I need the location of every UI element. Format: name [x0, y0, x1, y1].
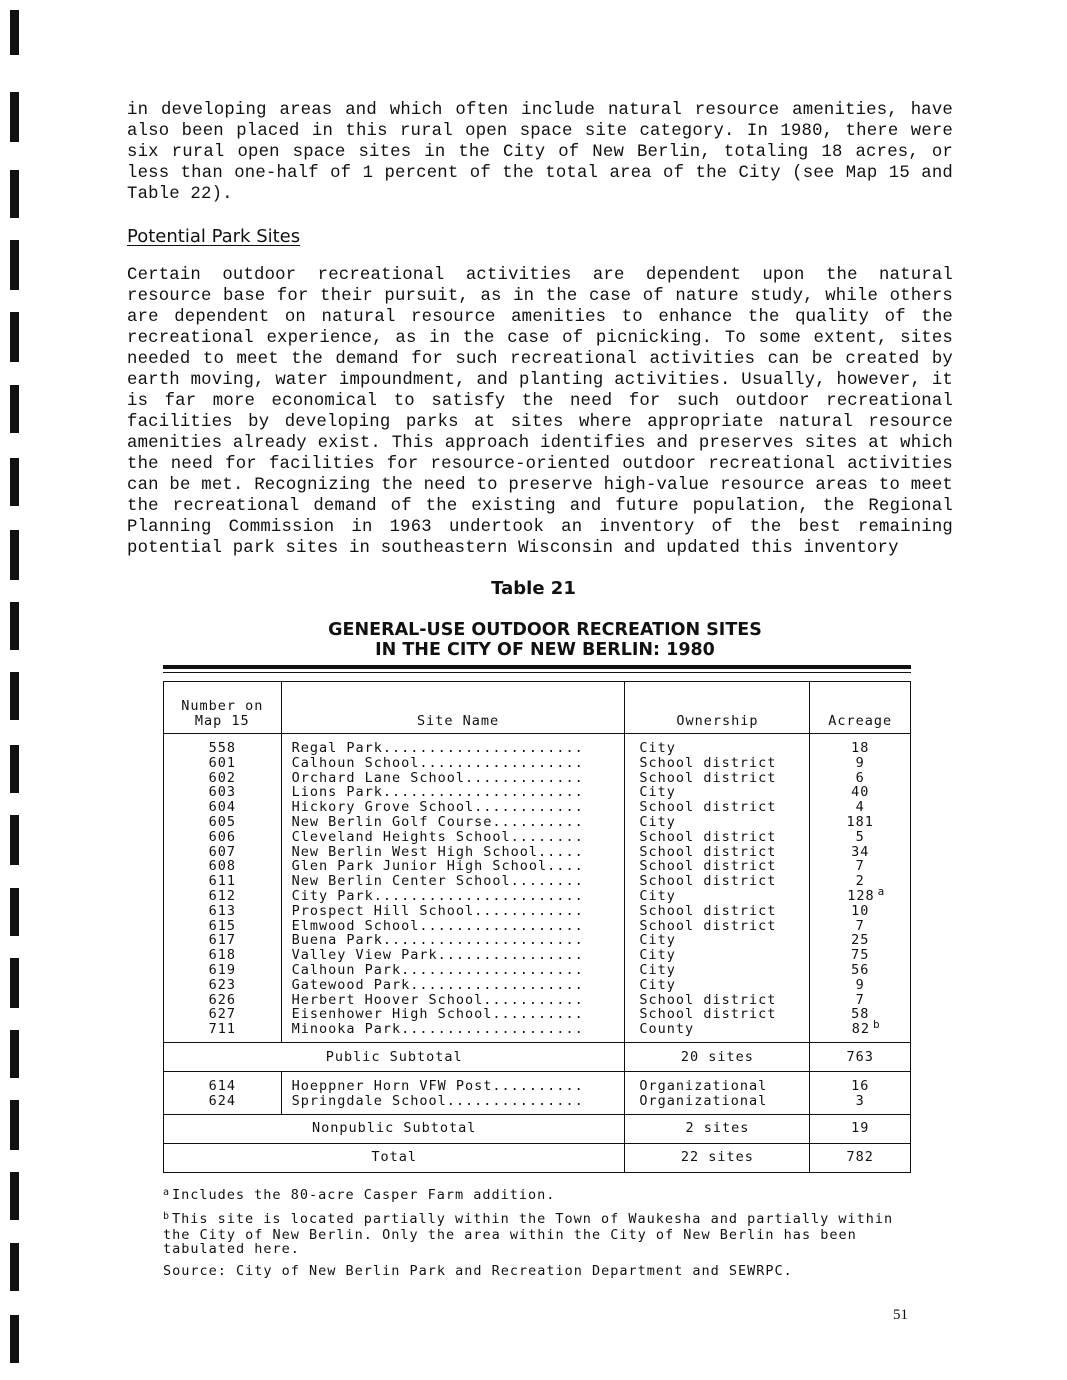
table-cell-owner: School district: [639, 1006, 777, 1023]
table-cell-acres: 9: [855, 754, 865, 771]
ownership-column: [625, 734, 810, 1043]
col-header-number-line: Map 15: [194, 713, 250, 730]
table-cell-owner: City: [639, 740, 676, 756]
edge-mark: [10, 92, 19, 142]
table-cell-num: 605: [208, 813, 236, 830]
col-header-ownership: Ownership: [625, 682, 810, 734]
footnote-marker: a: [163, 1187, 171, 1198]
col-header-number: [164, 682, 282, 734]
table-cell-owner: City: [639, 947, 676, 964]
table-cell-num: 608: [208, 858, 236, 875]
site-column: [281, 734, 625, 1043]
table-cell-num: 623: [208, 976, 236, 993]
page-number: 51: [893, 1307, 908, 1323]
table-cell-site: Lions Park......................: [291, 784, 584, 801]
table-cell-acres: 75: [851, 947, 870, 964]
public-subtotal-row: [164, 1042, 911, 1071]
table-cell-acres: 34: [851, 843, 870, 860]
subtotal-acres: 19: [810, 1114, 911, 1143]
table-cell-site: New Berlin West High School.....: [291, 843, 584, 860]
table-cell-acres: 181: [846, 813, 874, 830]
table-cell-owner: School district: [639, 843, 777, 860]
edge-mark: [10, 385, 19, 433]
table-cell-owner: School district: [639, 754, 777, 771]
table-cell-site: Calhoun Park....................: [291, 961, 584, 978]
subtotal-acres: 763: [810, 1042, 911, 1071]
table-cell-acres: 2: [855, 873, 865, 890]
table-cell-acres: 18: [851, 740, 870, 756]
table-cell-num: 612: [208, 887, 236, 904]
table-cell-site: Elmwood School..................: [291, 917, 584, 934]
table-cell-owner: City: [639, 961, 676, 978]
section-heading: Potential Park Sites: [127, 226, 301, 247]
table-cell-owner: County: [639, 1021, 695, 1038]
table-cell-acres: 4: [855, 799, 865, 816]
subtotal-label: Public Subtotal: [164, 1042, 625, 1071]
table-cell-num: 618: [208, 947, 236, 964]
table-cell-num: 619: [208, 961, 236, 978]
number-column: [164, 734, 282, 1043]
table-cell-site: Minooka Park....................: [291, 1021, 584, 1038]
table-cell-site: Valley View Park................: [291, 947, 584, 964]
body-paragraph: Certain outdoor recreational activities are dependent upon the natural resource base for their pursuit, as in the case of nature study, while others are dependent on natural resource amenities to enhance the quality of the recreational experience, as in the case of picnicking. To some extent, sites needed to meet the demand for such recreational activities can be created by earth moving, water impoundment, and planting activities. Usually, however, it is far more economical to satisfy the need for such outdoor recreational facilities by developing parks at sites where appropriate natural resource amenities already exist. This approach identifies and preserves sites at which the need for facilities for resource-oriented outdoor recreational activities can be met. Recognizing the need to preserve high-value resource areas to meet the recreational demand of the existing and future population, the Regional Planning Commission in 1963 undertook an inventory of the best remaining potential park sites in southeastern Wisconsin and updated this inventory: [127, 266, 953, 558]
table-cell-site: Cleveland Heights School........: [291, 828, 584, 845]
table-cell-owner: Organizational: [639, 1077, 768, 1094]
col-header-acreage: Acreage: [810, 682, 911, 734]
table-cell-site: Hickory Grove School............: [291, 799, 584, 816]
col-header-number-line: Number on: [181, 698, 264, 715]
edge-mark: [10, 1030, 19, 1078]
table-cell-owner: Organizational: [639, 1092, 768, 1109]
table-header-row: [164, 682, 911, 734]
table-cell-num: 602: [208, 769, 236, 786]
table-title-line: IN THE CITY OF NEW BERLIN: 1980: [375, 640, 715, 660]
table-cell-site: Regal Park......................: [291, 740, 584, 756]
table-cell-acres: 16: [851, 1077, 870, 1094]
table-cell-acres: 25: [851, 932, 870, 949]
total-label: Total: [164, 1143, 625, 1172]
table-cell-num: 611: [208, 873, 236, 890]
table-title-line: GENERAL-USE OUTDOOR RECREATION SITES: [328, 620, 762, 640]
number-column: [164, 1071, 282, 1114]
table-cell-acres: 6: [855, 769, 865, 786]
table-cell-site: Glen Park Junior High School....: [291, 858, 584, 875]
table-cell-owner: School district: [639, 769, 777, 786]
table-top-rule-thin: [163, 672, 911, 673]
footnote-text: This site is located partially within the Town of Waukesha and partially within the City of New Berlin. Only the area within the City of New Berlin has been tabulated here.: [163, 1211, 894, 1257]
table-cell-owner: School district: [639, 991, 777, 1008]
source-note: Source: City of New Berlin Park and Recreation Department and SEWRPC.: [163, 1263, 793, 1279]
table-cell-acres: 7: [855, 858, 865, 875]
table-cell-site: Calhoun School..................: [291, 754, 584, 771]
edge-mark: [10, 672, 19, 720]
table-top-rule: [163, 665, 911, 669]
table-cell-owner: City: [639, 932, 676, 949]
edge-mark: [10, 888, 19, 936]
acreage-value: 128: [847, 887, 875, 904]
edge-mark: [10, 815, 19, 865]
table-cell-site: Herbert Hoover School...........: [291, 991, 584, 1008]
table-cell-acres: 3: [855, 1092, 865, 1109]
table-cell-acres: 7: [855, 991, 865, 1008]
table-cell-acres: [810, 1018, 910, 1038]
edge-mark: [10, 958, 19, 1008]
table-cell-site: New Berlin Center School........: [291, 873, 584, 890]
edge-mark: [10, 1172, 19, 1220]
edge-mark: [10, 240, 19, 290]
binding-edge-marks: [0, 0, 30, 1380]
total-sites: 22 sites: [625, 1143, 810, 1172]
footnote-a: [163, 1188, 923, 1204]
table-cell-owner: City: [639, 813, 676, 830]
edge-mark: [10, 458, 19, 506]
table-cell-owner: City: [639, 887, 676, 904]
total-row: [164, 1143, 911, 1172]
subtotal-sites: 20 sites: [625, 1042, 810, 1071]
table-cell-acres: 40: [851, 784, 870, 801]
site-column: [281, 1071, 625, 1114]
table-cell-site: Prospect Hill School............: [291, 902, 584, 919]
ownership-column: [625, 1071, 810, 1114]
footnote-text: Includes the 80-acre Casper Farm addition.: [172, 1187, 556, 1203]
table-cell-site: Springdale School...............: [291, 1092, 584, 1109]
table-cell-owner: School district: [639, 858, 777, 875]
table-cell-num: 624: [208, 1092, 236, 1109]
table-cell-num: 603: [208, 784, 236, 801]
table-cell-num: 607: [208, 843, 236, 860]
acreage-column: [810, 734, 911, 1043]
recreation-sites-table: [163, 681, 911, 1173]
total-acres: 782: [810, 1143, 911, 1172]
edge-mark: [10, 312, 19, 362]
table-cell-acres: 7: [855, 917, 865, 934]
table-cell-acres: 9: [855, 976, 865, 993]
edge-mark: [10, 1100, 19, 1150]
table-cell-acres: [810, 884, 910, 904]
table-cell-owner: School district: [639, 917, 777, 934]
table-cell-site: Orchard Lane School.............: [291, 769, 584, 786]
table-cell-num: 613: [208, 902, 236, 919]
table-cell-num: 558: [208, 740, 236, 756]
table-cell-site: Gatewood Park...................: [291, 976, 584, 993]
table-cell-acres: 56: [851, 961, 870, 978]
table-cell-num: 604: [208, 799, 236, 816]
edge-mark: [10, 170, 19, 218]
table-cell-owner: School district: [639, 902, 777, 919]
edge-mark: [10, 530, 19, 580]
nonpublic-subtotal-row: [164, 1114, 911, 1143]
footnote-marker: b: [873, 1018, 881, 1032]
footnote-marker: b: [163, 1211, 171, 1222]
table-cell-owner: School district: [639, 828, 777, 845]
table-cell-site: Buena Park......................: [291, 932, 584, 949]
edge-mark: [10, 745, 19, 793]
subtotal-label: Nonpublic Subtotal: [164, 1114, 625, 1143]
intro-paragraph: in developing areas and which often include natural resource amenities, have also been placed in this rural open space site category. In 1980, there were six rural open space sites in the City of New Berlin, totaling 18 acres, or less than one-half of 1 percent of the total area of the City (see Map 15 and Table 22).: [127, 101, 953, 204]
table-cell-owner: City: [639, 784, 676, 801]
table-cell-num: 615: [208, 917, 236, 934]
table-cell-site: City Park.......................: [291, 887, 584, 904]
table-cell-num: 626: [208, 991, 236, 1008]
table-cell-acres: 10: [851, 902, 870, 919]
table-cell-acres: 5: [855, 828, 865, 845]
public-rows: [164, 734, 911, 1043]
table-cell-owner: School district: [639, 799, 777, 816]
table-cell-owner: School district: [639, 873, 777, 890]
table-footnotes: [163, 1188, 923, 1286]
page-body: [127, 100, 953, 559]
table-cell-num: 601: [208, 754, 236, 771]
table-cell-num: 614: [208, 1077, 236, 1094]
table-cell-site: New Berlin Golf Course..........: [291, 813, 584, 830]
table-cell-owner: City: [639, 976, 676, 993]
table-cell-num: 606: [208, 828, 236, 845]
nonpublic-rows: [164, 1071, 911, 1114]
footnote-marker: a: [877, 884, 886, 898]
table-cell-acres: 58: [851, 1006, 870, 1023]
table-cell-num: 627: [208, 1006, 236, 1023]
subtotal-sites: 2 sites: [625, 1114, 810, 1143]
table-cell-site: Eisenhower High School..........: [291, 1006, 584, 1023]
col-header-site: Site Name: [281, 682, 625, 734]
edge-mark: [10, 10, 19, 55]
edge-mark: [10, 1243, 19, 1291]
acreage-value: 82: [851, 1021, 871, 1038]
table-cell-site: Hoeppner Horn VFW Post..........: [291, 1077, 584, 1094]
table-number: Table 21: [491, 578, 576, 599]
table-title: [0, 620, 1067, 660]
table-cell-num: 617: [208, 932, 236, 949]
footnote-b: [163, 1212, 923, 1256]
acreage-column: [810, 1071, 911, 1114]
table-cell-num: 711: [208, 1021, 236, 1038]
edge-mark: [10, 1315, 19, 1363]
